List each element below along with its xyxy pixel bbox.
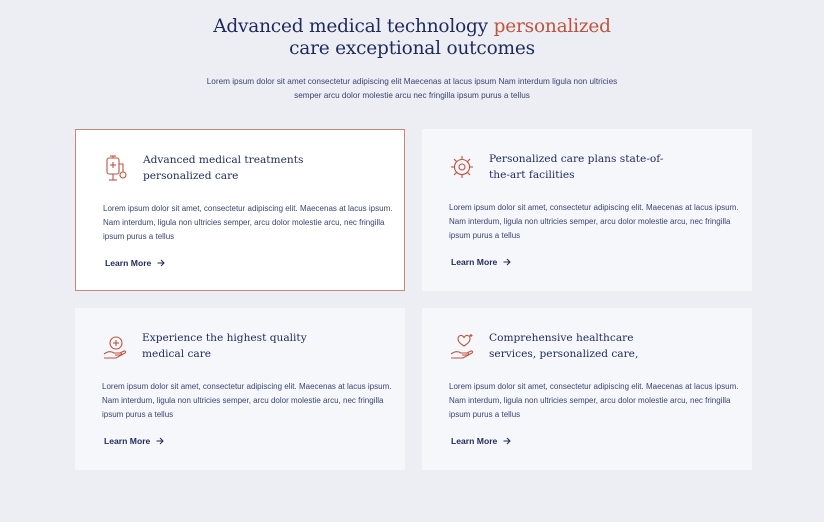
learn-more-label: Learn More	[451, 436, 498, 446]
card-title	[489, 151, 729, 183]
card-title-line2: medical care	[142, 348, 212, 360]
card-title	[489, 330, 729, 362]
title-line1: Advanced medical technology	[213, 16, 494, 37]
service-card-treatments[interactable]	[75, 129, 405, 291]
learn-more-link[interactable]	[451, 436, 511, 446]
card-description: Lorem ipsum dolor sit amet, consectetur adipiscing elit. Maecenas at lacus ipsum. Nam interdum, ligula non ultricies semper, arcu dolor molestie arcu, nec fringilla ipsum purus a tellus	[103, 204, 393, 241]
medical-equipment-icon	[103, 154, 129, 182]
card-title-line1: Comprehensive healthcare	[489, 332, 634, 344]
card-title-line1: Personalized care plans state-of-	[489, 153, 664, 165]
title-accent: personalized	[493, 16, 611, 37]
card-title	[142, 330, 382, 362]
learn-more-link[interactable]	[104, 436, 164, 446]
card-title-line2: personalized care	[143, 170, 239, 182]
card-title-line2: the-art facilities	[489, 169, 575, 181]
section-title	[0, 16, 824, 60]
service-card-care-plans[interactable]	[422, 129, 752, 291]
service-card-comprehensive[interactable]	[422, 308, 752, 470]
card-title-line1: Experience the highest quality	[142, 332, 307, 344]
learn-more-label: Learn More	[105, 258, 152, 268]
hand-heart-icon	[449, 332, 475, 360]
arrow-right-icon	[503, 437, 511, 445]
card-title-line1: Advanced medical treatments	[143, 154, 304, 166]
card-description: Lorem ipsum dolor sit amet, consectetur adipiscing elit. Maecenas at lacus ipsum. Nam interdum, ligula non ultricies semper, arcu dolor molestie arcu, nec fringilla ipsum purus a tellus	[449, 382, 739, 419]
hand-medical-icon	[102, 332, 128, 360]
card-description: Lorem ipsum dolor sit amet, consectetur adipiscing elit. Maecenas at lacus ipsum. Nam interdum, ligula non ultricies semper, arcu dolor molestie arcu, nec fringilla ipsum purus a tellus	[449, 203, 739, 240]
card-title-line2: services, personalized care,	[489, 348, 639, 360]
learn-more-link[interactable]	[451, 257, 511, 267]
learn-more-link[interactable]	[105, 258, 165, 268]
section-subtitle: Lorem ipsum dolor sit amet consectetur adipiscing elit Maecenas at lacus ipsum Nam interdum ligula non ultricies semper arcu dolor molestie arcu nec fringilla ipsum purus a tellus	[206, 77, 618, 100]
card-title	[143, 152, 383, 184]
card-description: Lorem ipsum dolor sit amet, consectetur adipiscing elit. Maecenas at lacus ipsum. Nam interdum, ligula non ultricies semper, arcu dolor molestie arcu, nec fringilla ipsum purus a tellus	[102, 382, 392, 419]
arrow-right-icon	[156, 437, 164, 445]
arrow-right-icon	[157, 259, 165, 267]
service-card-quality-care[interactable]	[75, 308, 405, 470]
title-line2: care exceptional outcomes	[289, 38, 535, 59]
arrow-right-icon	[503, 258, 511, 266]
learn-more-label: Learn More	[104, 436, 151, 446]
learn-more-label: Learn More	[451, 257, 498, 267]
virus-cell-icon	[449, 153, 475, 181]
